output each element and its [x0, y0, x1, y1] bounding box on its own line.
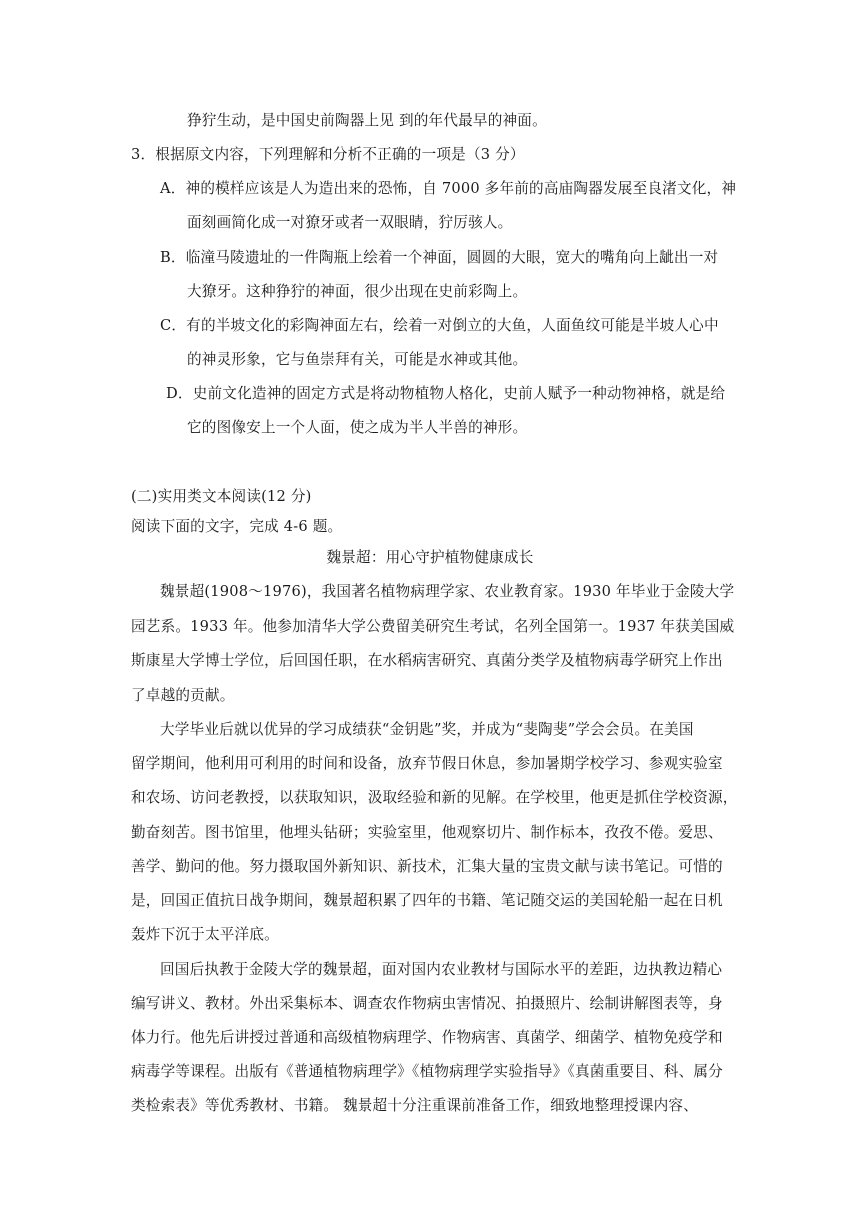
q2-option-tail: 狰狞生动，是中国史前陶器上见 到的年代最早的神面。	[187, 112, 547, 129]
paragraph-line: 善学、勤问的他。努力摄取国外新知识、新技术，汇集大量的宝贵文献与读书笔记。可惜的	[131, 858, 723, 875]
paragraph-line: 斯康星大学博士学位，后回国任职，在水稻病害研究、真菌分类学及植物病毒学研究上作出	[131, 652, 723, 669]
option-a-line-2: 面刻画简化成一对獠牙或者一双眼睛，狞厉骇人。	[187, 214, 513, 231]
article-title: 魏景超：用心守护植物健康成长	[326, 549, 534, 566]
paragraph-line: 编写讲义、教材。外出采集标本、调查农作物病虫害情况、拍摄照片、绘制讲解图表等，身	[131, 995, 723, 1012]
paragraph-line: 体力行。他先后讲授过普通和高级植物病理学、作物病害、真菌学、细菌学、植物免疫学和	[131, 1029, 723, 1046]
section-instruction: 阅读下面的文字，完成 4-6 题。	[131, 518, 343, 535]
option-d-line-1: D．史前文化造神的固定方式是将动物植物人格化，史前人赋予一种动物神格，就是给	[166, 385, 726, 402]
paragraph-line: 类检索表》等优秀教材、书籍。 魏景超十分注重课前准备工作，细致地整理授课内容、	[131, 1097, 699, 1114]
paragraph-line: 勤奋刻苦。图书馆里，他埋头钻研；实验室里，他观察切片、制作标本，孜孜不倦。爱思、	[131, 824, 723, 841]
option-b-line-2: 大獠牙。这种狰狞的神面，很少出现在史前彩陶上。	[187, 283, 528, 300]
option-c-line-2: 的神灵形象，它与鱼崇拜有关，可能是水神或其他。	[187, 351, 528, 368]
paragraph-line: 轰炸下沉于太平洋底。	[131, 926, 279, 943]
paragraph-line: 留学期间，他利用可利用的时间和设备，放弃节假日休息，参加暑期学校学习、参观实验室	[131, 755, 723, 772]
paragraph-line: 和农场、访问老教授，以获取知识，汲取经验和新的见解。在学校里，他更是抓住学校资源，	[131, 789, 738, 806]
option-c-line-1: C．有的半坡文化的彩陶神面左右，绘着一对倒立的大鱼，人面鱼纹可能是半坡人心中	[160, 317, 719, 334]
paragraph-line: 是，回国正值抗日战争期间，魏景超积累了四年的书籍、笔记随交运的美国轮船一起在日机	[131, 892, 723, 909]
paragraph-line: 园艺系。1933 年。他参加清华大学公费留美研究生考试，名列全国第一。1937 年获美国威	[131, 618, 735, 635]
section-heading: (二)实用类文本阅读(12 分)	[131, 488, 312, 505]
paragraph-line: 了卓越的贡献。	[131, 687, 235, 704]
question-3-stem: 3．根据原文内容，下列理解和分析不正确的一项是（3 分）	[131, 146, 525, 163]
paragraph-line: 大学毕业后就以优异的学习成绩获“金钥匙”奖，并成为“斐陶斐”学会会员。在美国	[160, 721, 694, 738]
option-d-line-2: 它的图像安上一个人面，使之成为半人半兽的神形。	[187, 419, 528, 436]
option-b-line-1: B．临潼马陵遗址的一件陶瓶上绘着一个神面，圆圆的大眼，宽大的嘴角向上龇出一对	[160, 249, 719, 266]
option-a-line-1: A．神的模样应该是人为造出来的恐怖，自 7000 多年前的高庙陶器发展至良渚文化，神	[160, 180, 737, 197]
paragraph-line: 回国后执教于金陵大学的魏景超，面对国内农业教材与国际水平的差距，边执教边精心	[160, 961, 723, 978]
paragraph-line: 病毒学等课程。出版有《普通植物病理学》《植物病理学实验指导》《真菌重要目、科、属分	[131, 1063, 723, 1080]
paragraph-line: 魏景超(1908～1976)，我国著名植物病理学家、农业教育家。1930 年毕业于金陵大学	[160, 583, 735, 600]
